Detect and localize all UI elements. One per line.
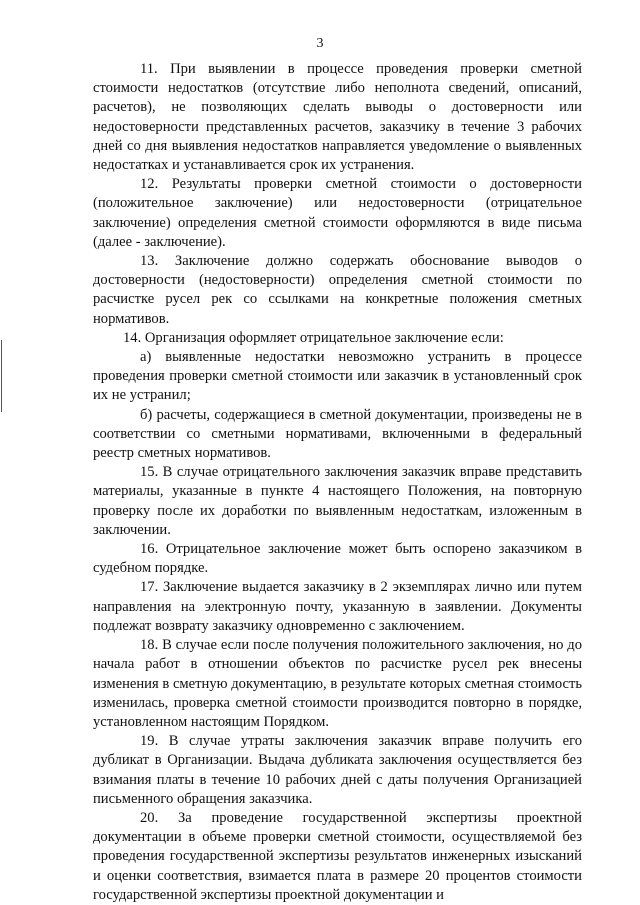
page-number: 3 <box>316 36 324 51</box>
paragraph-14-b: б) расчеты, содержащиеся в сметной документации, произведены не в соответствии со сметными нормативами, включенными в федеральный реестр сметных нормативов. <box>93 406 582 462</box>
scan-margin-line <box>1 340 2 412</box>
document-body <box>93 60 582 905</box>
paragraph-19: 19. В случае утраты заключения заказчик вправе получить его дубликат в Организации. Выдача дубликата заключения осуществляется без взимания платы в течение 10 рабочих дней с даты получения Организацией письменного обращения заказчика. <box>93 733 582 807</box>
paragraph-18: 18. В случае если после получения положительного заключения, но до начала работ в отношении объектов по расчистке русел рек внесены изменения в сметную документацию, в результате которых сметная стоимость изменилась, проверка сметной стоимости производится повторно в порядке, установленном настоящим Порядком. <box>93 637 582 730</box>
paragraph-20: 20. За проведение государственной экспертизы проектной документации в объеме проверки сметной стоимости, осуществляемой без проведения государственной экспертизы результатов инженерных изысканий и оценки соответствия, взимается плата в размере 20 процентов стоимости государственной экспертизы проектной документации и <box>93 809 582 903</box>
paragraph-17: 17. Заключение выдается заказчику в 2 экземплярах лично или путем направления на электронную почту, указанную в заявлении. Документы подлежат возврату заказчику одновременно с заключением. <box>93 579 582 634</box>
paragraph-15: 15. В случае отрицательного заключения заказчик вправе представить материалы, указанные в пункте 4 настоящего Положения, на повторную проверку после их доработки по выявленным недостаткам, изложенным в заключении. <box>93 464 582 538</box>
paragraph-16: 16. Отрицательное заключение может быть оспорено заказчиком в судебном порядке. <box>93 541 582 577</box>
paragraph-14: 14. Организация оформляет отрицательное заключение если: <box>123 329 504 346</box>
paragraph-11: 11. При выявлении в процессе проведения проверки сметной стоимости недостатков (отсутствие либо неполнота сведений, описаний, расчетов), не позволяющих сделать выводы о достоверности или недостоверности представленных расчетов, заказчику в течение 3 рабочих дней со дня выявления недостатков направляется уведомление о выявленных недостатках и устанавливается срок их устранения. <box>93 61 582 174</box>
paragraph-14-a: а) выявленные недостатки невозможно устранить в процессе проведения проверки сметной стоимости или заказчик в установленный срок их не устранил; <box>93 349 582 404</box>
paragraph-12: 12. Результаты проверки сметной стоимости о достоверности (положительное заключение) или недостоверности (отрицательное заключение) определения сметной стоимости оформляются в виде письма (далее - заключение). <box>93 176 582 250</box>
paragraph-13: 13. Заключение должно содержать обоснование выводов о достоверности (недостоверности) определения сметной стоимости по расчистке русел рек со ссылками на конкретные положения сметных нормативов. <box>93 253 582 327</box>
